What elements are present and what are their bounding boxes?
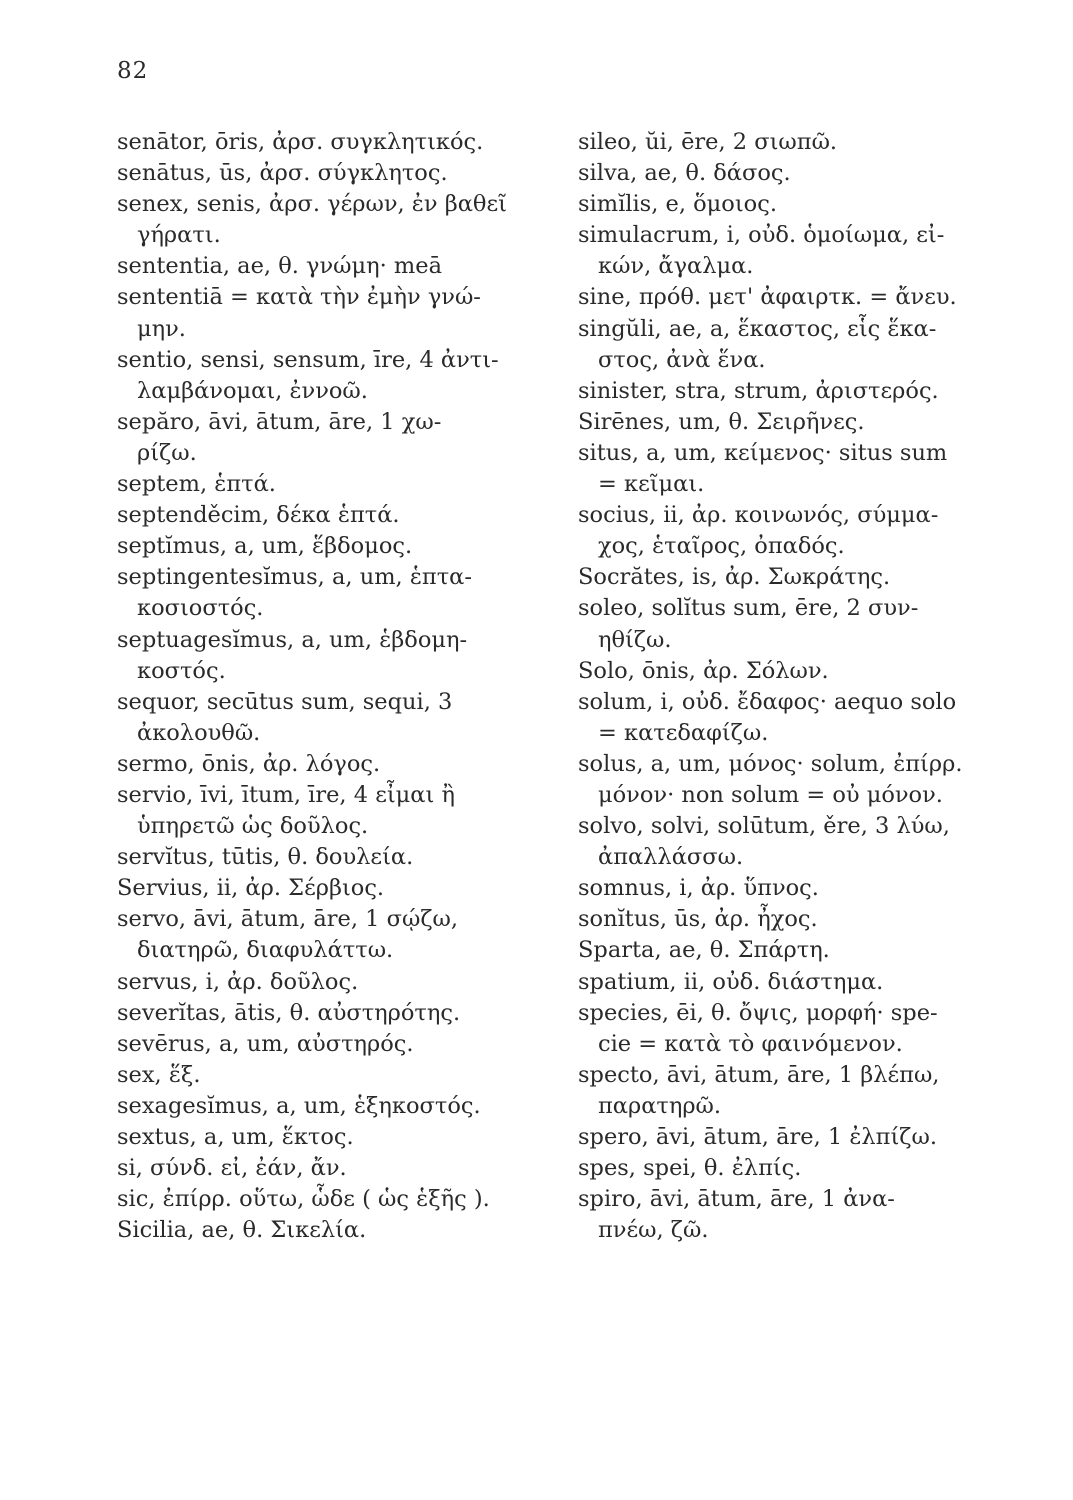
- dictionary-entry-line: species, ēi, θ. ὄψις, μορφή· spe-: [578, 999, 938, 1026]
- dictionary-entry-line: Servius, ii, ἀρ. Σέρβιος.: [117, 875, 385, 902]
- entry-continuation-line: κοσιοστός.: [137, 595, 264, 622]
- entry-continuation-line: μόνον· non solum = οὐ μόνον.: [598, 781, 943, 808]
- dictionary-entry-line: sequor, secūtus sum, sequi, 3: [117, 688, 453, 715]
- dictionary-entry-line: sileo, ŭi, ēre, 2 σιωπῶ.: [578, 129, 838, 155]
- dictionary-entry-line: spiro, āvi, ātum, āre, 1 ἀνα-: [578, 1186, 895, 1213]
- dictionary-entry-line: septem, ἑπτά.: [117, 471, 276, 498]
- entry-continuation-line: παρατηρῶ.: [598, 1092, 722, 1119]
- dictionary-entry-line: servio, īvi, ītum, īre, 4 εἶμαι ἢ: [117, 781, 455, 808]
- dictionary-entry-line: si, σύνδ. εἰ, ἐάν, ἄν.: [117, 1155, 347, 1182]
- dictionary-entry-line: Sicilia, ae, θ. Σικελία.: [117, 1217, 367, 1244]
- dictionary-entry-line: septĭmus, a, um, ἕβδομος.: [117, 533, 413, 560]
- dictionary-entry-line: sic, ἐπίρρ. οὕτω, ὧδε ( ὡς ἑξῆς ).: [117, 1186, 490, 1213]
- entry-continuation-line: στος, ἀνὰ ἕνα.: [598, 346, 766, 373]
- entry-continuation-line: μην.: [137, 315, 186, 342]
- dictionary-entry-line: Sirēnes, um, θ. Σειρῆνες.: [578, 408, 865, 435]
- dictionary-entry-line: senex, senis, ἀρσ. γέρων, ἐν βαθεῖ: [117, 191, 507, 218]
- dictionary-entry-line: spero, āvi, ātum, āre, 1 ἐλπίζω.: [578, 1124, 937, 1150]
- dictionary-entry-line: simĭlis, e, ὅμοιος.: [578, 191, 777, 218]
- dictionary-entry-line: sonĭtus, ūs, ἀρ. ἦχος.: [578, 906, 818, 933]
- dictionary-entry-line: sententia, ae, θ. γνώμη· meā: [117, 253, 442, 280]
- dictionary-entry-line: socius, ii, ἀρ. κοινωνός, σύμμα-: [578, 502, 939, 529]
- entry-continuation-line: κών, ἄγαλμα.: [598, 253, 754, 280]
- dictionary-entry-line: servus, i, ἀρ. δοῦλος.: [117, 968, 359, 995]
- dictionary-entry-line: sinister, stra, strum, ἀριστερός.: [578, 377, 939, 404]
- dictionary-entry-line: sex, ἕξ.: [117, 1061, 201, 1088]
- dictionary-entry-line: sepăro, āvi, ātum, āre, 1 χω-: [117, 408, 442, 435]
- dictionary-entry-line: sextus, a, um, ἕκτος.: [117, 1124, 354, 1150]
- dictionary-entry-line: specto, āvi, ātum, āre, 1 βλέπω,: [578, 1061, 940, 1088]
- dictionary-entry-line: soleo, solĭtus sum, ēre, 2 συν-: [578, 595, 919, 622]
- entry-continuation-line: ἀκολουθῶ.: [137, 719, 261, 746]
- dictionary-entry-line: servĭtus, tūtis, θ. δουλεία.: [117, 844, 414, 871]
- dictionary-entry-line: situs, a, um, κείμενος· situs sum: [578, 439, 948, 466]
- entry-continuation-line: λαμβάνομαι, ἐννοῶ.: [137, 377, 368, 404]
- dictionary-entry-line: septingentesĭmus, a, um, ἑπτα-: [117, 564, 472, 591]
- dictionary-entry-line: septenděcim, δέκα ἑπτά.: [117, 502, 400, 529]
- dictionary-entry-line: spatium, ii, οὐδ. διάστημα.: [578, 968, 884, 995]
- dictionary-entry-line: Solo, ōnis, ἀρ. Σόλων.: [578, 657, 829, 684]
- dictionary-entry-line: spes, spei, θ. ἐλπίς.: [578, 1155, 802, 1182]
- dictionary-entry-line: sine, πρόθ. μετ' ἀφαιρτκ. = ἄνευ.: [578, 284, 957, 311]
- entry-continuation-line: γήρατι.: [137, 222, 221, 249]
- dictionary-entry-line: senātor, ōris, ἀρσ. συγκλητικός.: [117, 129, 484, 155]
- entry-continuation-line: ηθίζω.: [598, 626, 672, 653]
- dictionary-entry-line: Sparta, ae, θ. Σπάρτη.: [578, 937, 830, 964]
- entry-continuation-line: ὑπηρετῶ ὡς δοῦλος.: [137, 813, 369, 840]
- entry-continuation-line: κοστός.: [137, 657, 226, 684]
- dictionary-entry-line: Socrătes, is, ἀρ. Σωκράτης.: [578, 564, 891, 591]
- dictionary-entry-line: severĭtas, ātis, θ. αὐστηρότης.: [117, 999, 461, 1026]
- dictionary-entry-line: somnus, i, ἀρ. ὕπνος.: [578, 875, 819, 902]
- entry-continuation-line: cie = κατὰ τὸ φαινόμενον.: [598, 1030, 903, 1057]
- entry-continuation-line: διατηρῶ, διαφυλάττω.: [137, 937, 394, 964]
- dictionary-entry-line: sermo, ōnis, ἀρ. λόγος.: [117, 750, 381, 777]
- dictionary-column-left: [117, 127, 557, 1246]
- entry-continuation-line: ἀπαλλάσσω.: [598, 844, 744, 871]
- entry-continuation-line: χος, ἑταῖρος, ὀπαδός.: [598, 533, 845, 560]
- entry-continuation-line: = κεῖμαι.: [598, 471, 705, 498]
- dictionary-entry-line: solvo, solvi, solūtum, ěre, 3 λύω,: [578, 813, 950, 840]
- dictionary-entry-line: sevērus, a, um, αὐστηρός.: [117, 1030, 414, 1057]
- dictionary-entry-line: sexagesĭmus, a, um, ἑξηκοστός.: [117, 1092, 481, 1119]
- page-number: 82: [117, 58, 149, 84]
- dictionary-entry-line: solum, i, οὐδ. ἔδαφος· aequo solo: [578, 688, 957, 715]
- dictionary-entry-line: septuagesĭmus, a, um, ἑβδομη-: [117, 626, 468, 653]
- dictionary-entry-line: senātus, ūs, ἀρσ. σύγκλητος.: [117, 160, 448, 187]
- dictionary-entry-line: singŭli, ae, a, ἕκαστος, εἷς ἕκα-: [578, 315, 937, 342]
- entry-continuation-line: πνέω, ζῶ.: [598, 1217, 709, 1244]
- dictionary-entry-line: sententiā = κατὰ τὴν ἐμὴν γνώ-: [117, 284, 481, 311]
- entry-continuation-line: = κατεδαφίζω.: [598, 719, 769, 746]
- entry-continuation-line: ρίζω.: [137, 439, 197, 466]
- dictionary-entry-line: sentio, sensi, sensum, īre, 4 ἀντι-: [117, 346, 499, 373]
- dictionary-entry-line: solus, a, um, μόνος· solum, ἐπίρρ.: [578, 750, 963, 777]
- dictionary-column-right: [578, 127, 1018, 1246]
- dictionary-entry-line: servo, āvi, ātum, āre, 1 σῴζω,: [117, 906, 459, 933]
- dictionary-entry-line: silva, ae, θ. δάσος.: [578, 160, 791, 187]
- dictionary-entry-line: simulacrum, i, οὐδ. ὁμοίωμα, εἰ-: [578, 222, 945, 249]
